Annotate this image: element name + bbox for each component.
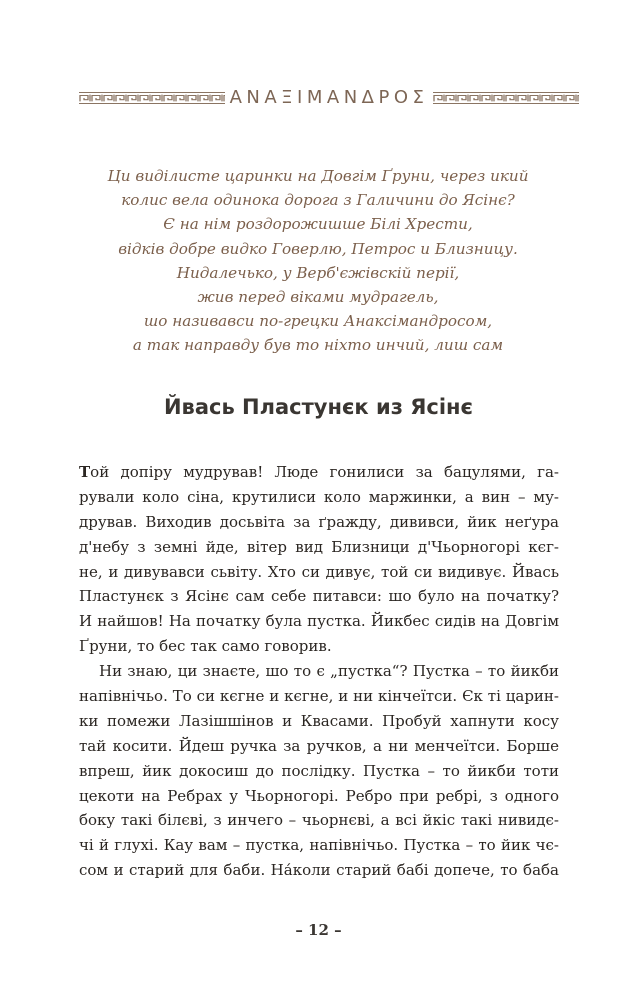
body-line: чі й глухі. Кау вам – пустка, напівнічьо. Пустка – то йик чє- <box>79 836 559 855</box>
epigraph <box>78 164 558 358</box>
body-line: Пластунєк з Ясінє сам себе питавси: шо було на початку? <box>79 587 559 606</box>
greek-key-icon <box>79 93 225 103</box>
epigraph-line: Є на нім роздорожишше Білі Хрести, <box>163 215 473 234</box>
body-line: тай косити. Йдеш ручка за ручков, а ни менчеїтси. Борше <box>79 736 559 755</box>
body-line: Ни знаю, ци знаєте, шо то є „пустка“? Пустка – то йикби <box>99 662 559 681</box>
epigraph-line: Ци виділисте царинки на Довгім Ґруни, через икий <box>107 167 529 185</box>
running-title: ΑΝΑΞΙΜΑΝΔΡΟΣ <box>229 87 429 108</box>
epigraph-line: а так направду був то ніхто инчий, лиш сам <box>132 336 504 355</box>
greek-key-icon <box>433 93 579 103</box>
body-line: дрував. Виходив досьвіта за ґражду, дививси, йик неґура <box>79 512 559 531</box>
body-line-text: ой допіру мудрував! Люде гонилиси за бацулями, га- <box>90 463 559 481</box>
body-line: не, и дивувавси сьвіту. Хто си дивує, той си видивує. Йвась <box>79 562 559 581</box>
body-line: ки помежи Лазішшінов и Квасами. Пробуй хапнути косу <box>79 711 559 730</box>
body-line: рували коло сіна, крутилиси коло маржинки, а вин – му- <box>79 487 559 506</box>
epigraph-line: шо називавси по-грецки Анаксімандросом, <box>143 312 493 331</box>
dropcap-letter: Т <box>79 463 91 481</box>
body-line: цекоти на Ребрах у Чьорногорі. Ребро при ребрі, з одного <box>79 786 559 805</box>
page-number: – 12 – <box>295 921 342 939</box>
epigraph-line: відків добре видко Говерлю, Петрос и Близницу. <box>118 239 518 258</box>
epigraph-line: Нидалечько, у Верб'єжівскій перії, <box>176 263 460 282</box>
epigraph-line: колис вела одинока дорога з Галичини до Ясінє? <box>121 191 515 210</box>
body-line: И найшов! На початку була пустка. Йикбес сидів на Довгім <box>79 612 559 631</box>
body-line: напівнічьо. То си кєгне и кєгне, и ни кінчеїтси. Єк ті царин- <box>79 687 559 706</box>
chapter-title: Йвась Пластунєк из Ясінє <box>163 395 474 419</box>
body-line: д'небу з земні йде, вітер вид Близници д'Чьорногорі кєг- <box>79 537 559 556</box>
body-line: Ґруни, то бес так само говорив. <box>79 637 332 656</box>
body-line: впреш, йик докосиш до послідку. Пустка – то йикби тоти <box>79 761 559 780</box>
epigraph-line: жив перед віками мудрагель, <box>197 288 439 307</box>
body-text <box>79 460 559 883</box>
body-line: боку такі білєві, з инчего – чьорнєві, а всі йкіс такі нивидє- <box>79 811 559 830</box>
body-line <box>79 460 559 485</box>
running-header <box>0 84 637 112</box>
greek-key-ornament-left <box>79 92 225 104</box>
greek-key-ornament-right <box>433 92 579 104</box>
body-line: сом и старий для баби. На́коли старий бабі допече, то баба <box>79 861 559 880</box>
